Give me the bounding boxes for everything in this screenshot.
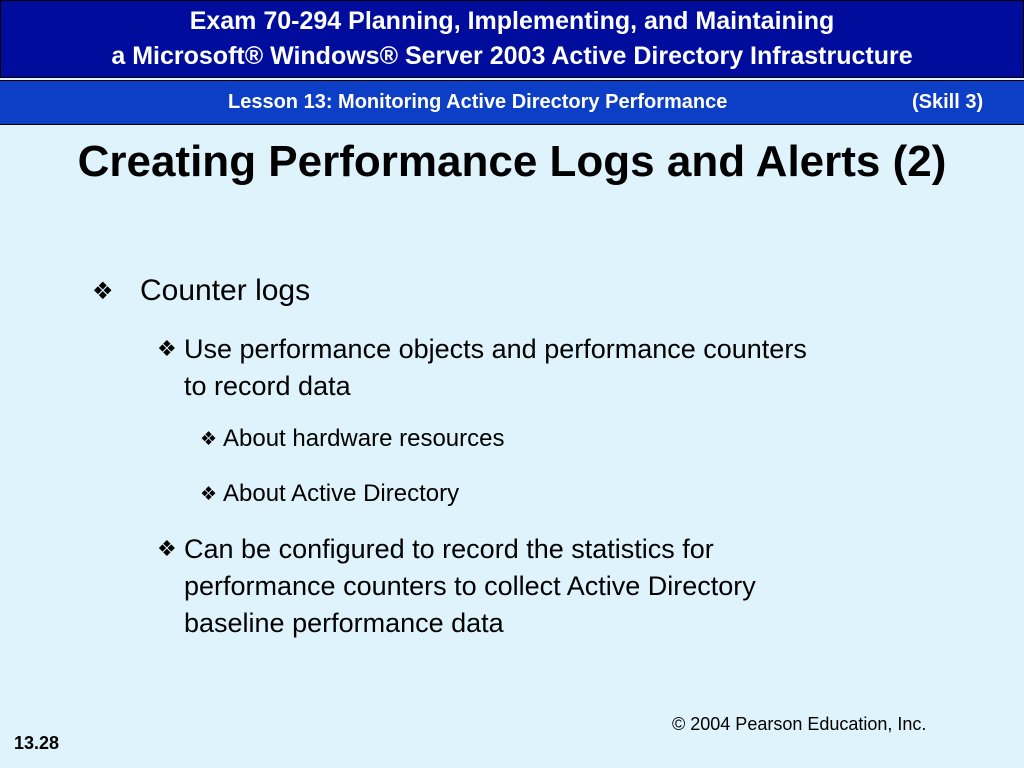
slide-title: Creating Performance Logs and Alerts (2) (77, 137, 947, 186)
diamond-bullet-icon: ❖ (157, 537, 177, 562)
diamond-bullet-icon: ❖ (92, 277, 114, 305)
diamond-bullet-icon: ❖ (200, 428, 218, 450)
bullet-text: About hardware resources (223, 425, 505, 452)
copyright-notice: © 2004 Pearson Education, Inc. (672, 714, 927, 734)
slide-number: 13.28 (14, 733, 60, 753)
course-header (0, 0, 1024, 78)
skill-label: (Skill 3) (912, 91, 984, 113)
bullet-text-line-3: baseline performance data (184, 608, 504, 638)
diamond-bullet-icon: ❖ (200, 483, 218, 505)
lesson-title: Lesson 13: Monitoring Active Directory Performance (228, 91, 728, 113)
bullet-text-line-2: performance counters to collect Active Directory (184, 571, 756, 601)
bullet-text-line-1: Use performance objects and performance counters (184, 334, 807, 364)
bullet-text: About Active Directory (223, 480, 460, 507)
bullet-text-line-1: Can be configured to record the statistics for (184, 534, 714, 564)
bullet-text-line-2: to record data (184, 371, 351, 401)
diamond-bullet-icon: ❖ (157, 337, 177, 362)
lesson-bar (0, 80, 1024, 125)
bullet-text: Counter logs (140, 274, 311, 307)
course-title-line-2: a Microsoft® Windows® Server 2003 Active Directory Infrastructure (111, 42, 913, 70)
course-title-line-1: Exam 70-294 Planning, Implementing, and Maintaining (189, 7, 835, 35)
